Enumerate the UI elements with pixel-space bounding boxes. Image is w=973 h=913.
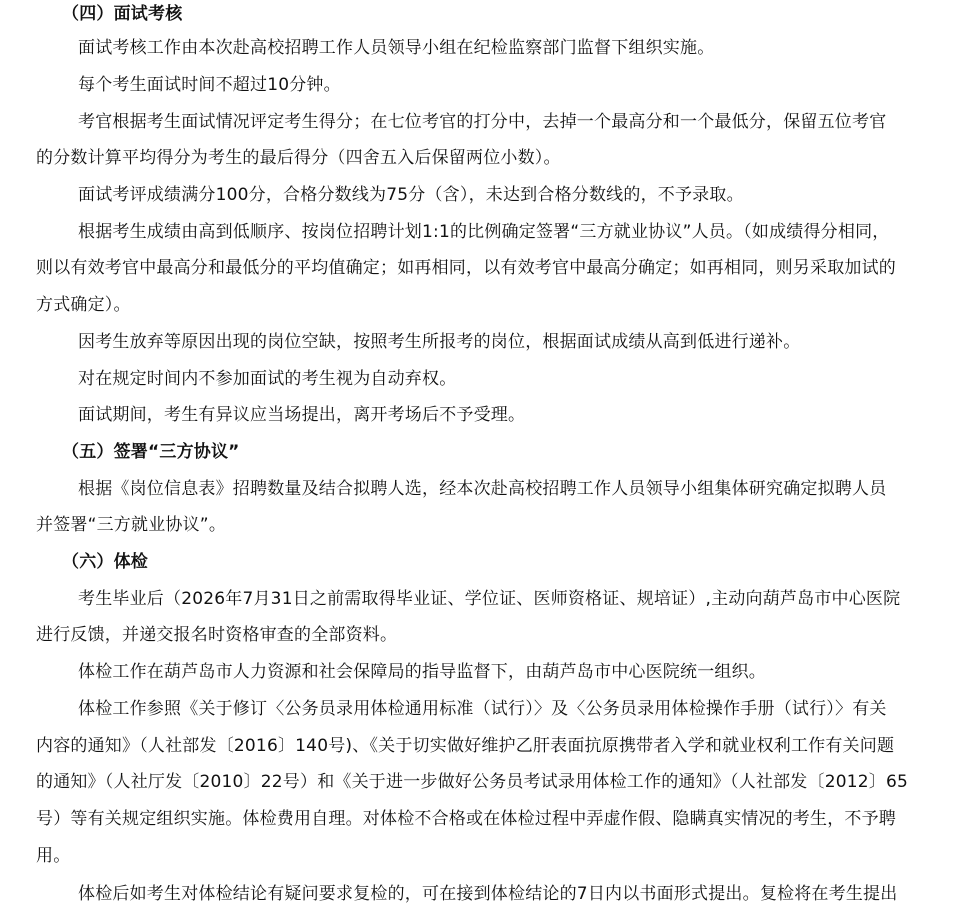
paragraph-line: 考生毕业后（2026年7月31日之前需取得毕业证、学位证、医师资格证、规培证）,主动向葫芦岛市中心医院: [78, 589, 901, 609]
section-heading-medical: （六）体检: [62, 552, 148, 572]
paragraph-line: 根据考生成绩由高到低顺序、按岗位招聘计划1:1的比例确定签署“三方就业协议”人员。（如成绩得分相同，: [78, 222, 890, 242]
paragraph-line: 体检后如考生对体检结论有疑问要求复检的，可在接到体检结论的7日内以书面形式提出。复检将在考生提出: [78, 884, 898, 904]
paragraph-line: 面试考评成绩满分100分，合格分数线为75分（含），未达到合格分数线的，不予录取。: [78, 185, 744, 205]
paragraph-line: 并签署“三方就业协议”。: [36, 515, 227, 535]
paragraph-line: 的分数计算平均得分为考生的最后得分（四舍五入后保留两位小数）。: [36, 148, 561, 168]
paragraph-line: 考官根据考生面试情况评定考生得分；在七位考官的打分中，去掉一个最高分和一个最低分，保留五位考官: [78, 112, 887, 132]
section-heading-interview: （四）面试考核: [62, 4, 183, 24]
paragraph-line: 每个考生面试时间不超过10分钟。: [78, 75, 341, 95]
paragraph-line: 体检工作参照《关于修订〈公务员录用体检通用标准（试行）〉及〈公务员录用体检操作手册（试行）〉有关: [78, 699, 887, 719]
paragraph-line: 面试考核工作由本次赴高校招聘工作人员领导小组在纪检监察部门监督下组织实施。: [78, 38, 715, 58]
paragraph-line: 用。: [36, 846, 71, 866]
paragraph-line: 则以有效考官中最高分和最低分的平均值确定；如再相同，以有效考官中最高分确定；如再相同，则另采取加试的: [36, 258, 896, 278]
section-heading-agreement: （五）签署“三方协议”: [62, 442, 240, 462]
paragraph-line: 内容的通知》（人社部发〔2016〕140号)、《关于切实做好维护乙肝表面抗原携带者入学和就业权利工作有关问题: [36, 736, 895, 756]
paragraph-line: 根据《岗位信息表》招聘数量及结合拟聘人选，经本次赴高校招聘工作人员领导小组集体研究确定拟聘人员: [78, 479, 887, 499]
paragraph-line: 面试期间，考生有异议应当场提出，离开考场后不予受理。: [78, 405, 526, 425]
paragraph-line: 方式确定）。: [36, 295, 131, 315]
paragraph-line: 进行反馈，并递交报名时资格审查的全部资料。: [36, 625, 398, 645]
paragraph-line: 因考生放弃等原因出现的岗位空缺，按照考生所报考的岗位，根据面试成绩从高到低进行递补。: [78, 332, 801, 352]
paragraph-line: 对在规定时间内不参加面试的考生视为自动弃权。: [78, 369, 457, 389]
paragraph-line: 的通知》（人社厅发〔2010〕22号）和《关于进一步做好公务员考试录用体检工作的通知》（人社部发〔2012〕65: [36, 772, 908, 792]
paragraph-line: 体检工作在葫芦岛市人力资源和社会保障局的指导监督下，由葫芦岛市中心医院统一组织。: [78, 662, 766, 682]
paragraph-line: 号）等有关规定组织实施。体检费用自理。对体检不合格或在体检过程中弄虚作假、隐瞒真实情况的考生，不予聘: [36, 809, 896, 829]
